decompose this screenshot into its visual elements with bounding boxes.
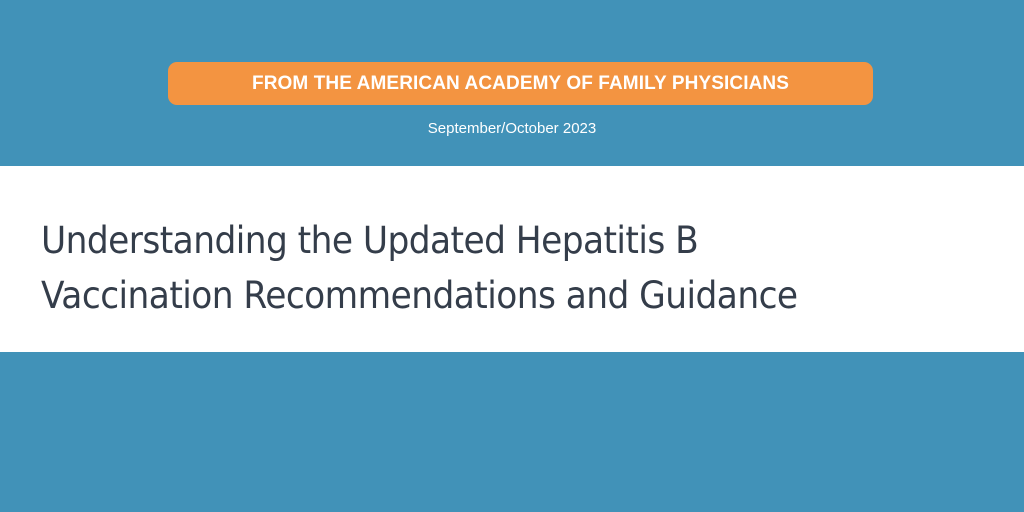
organization-badge <box>168 62 873 105</box>
footer-band <box>0 352 1024 512</box>
article-title-line-2: Vaccination Recommendations and Guidance <box>41 274 798 317</box>
issue-date: September/October 2023 <box>427 120 597 137</box>
article-title-line-1: Understanding the Updated Hepatitis B <box>41 219 699 262</box>
article-title <box>41 213 798 323</box>
header-band <box>0 0 1024 166</box>
organization-label: FROM THE AMERICAN ACADEMY OF FAMILY PHYSICIANS <box>252 72 789 94</box>
